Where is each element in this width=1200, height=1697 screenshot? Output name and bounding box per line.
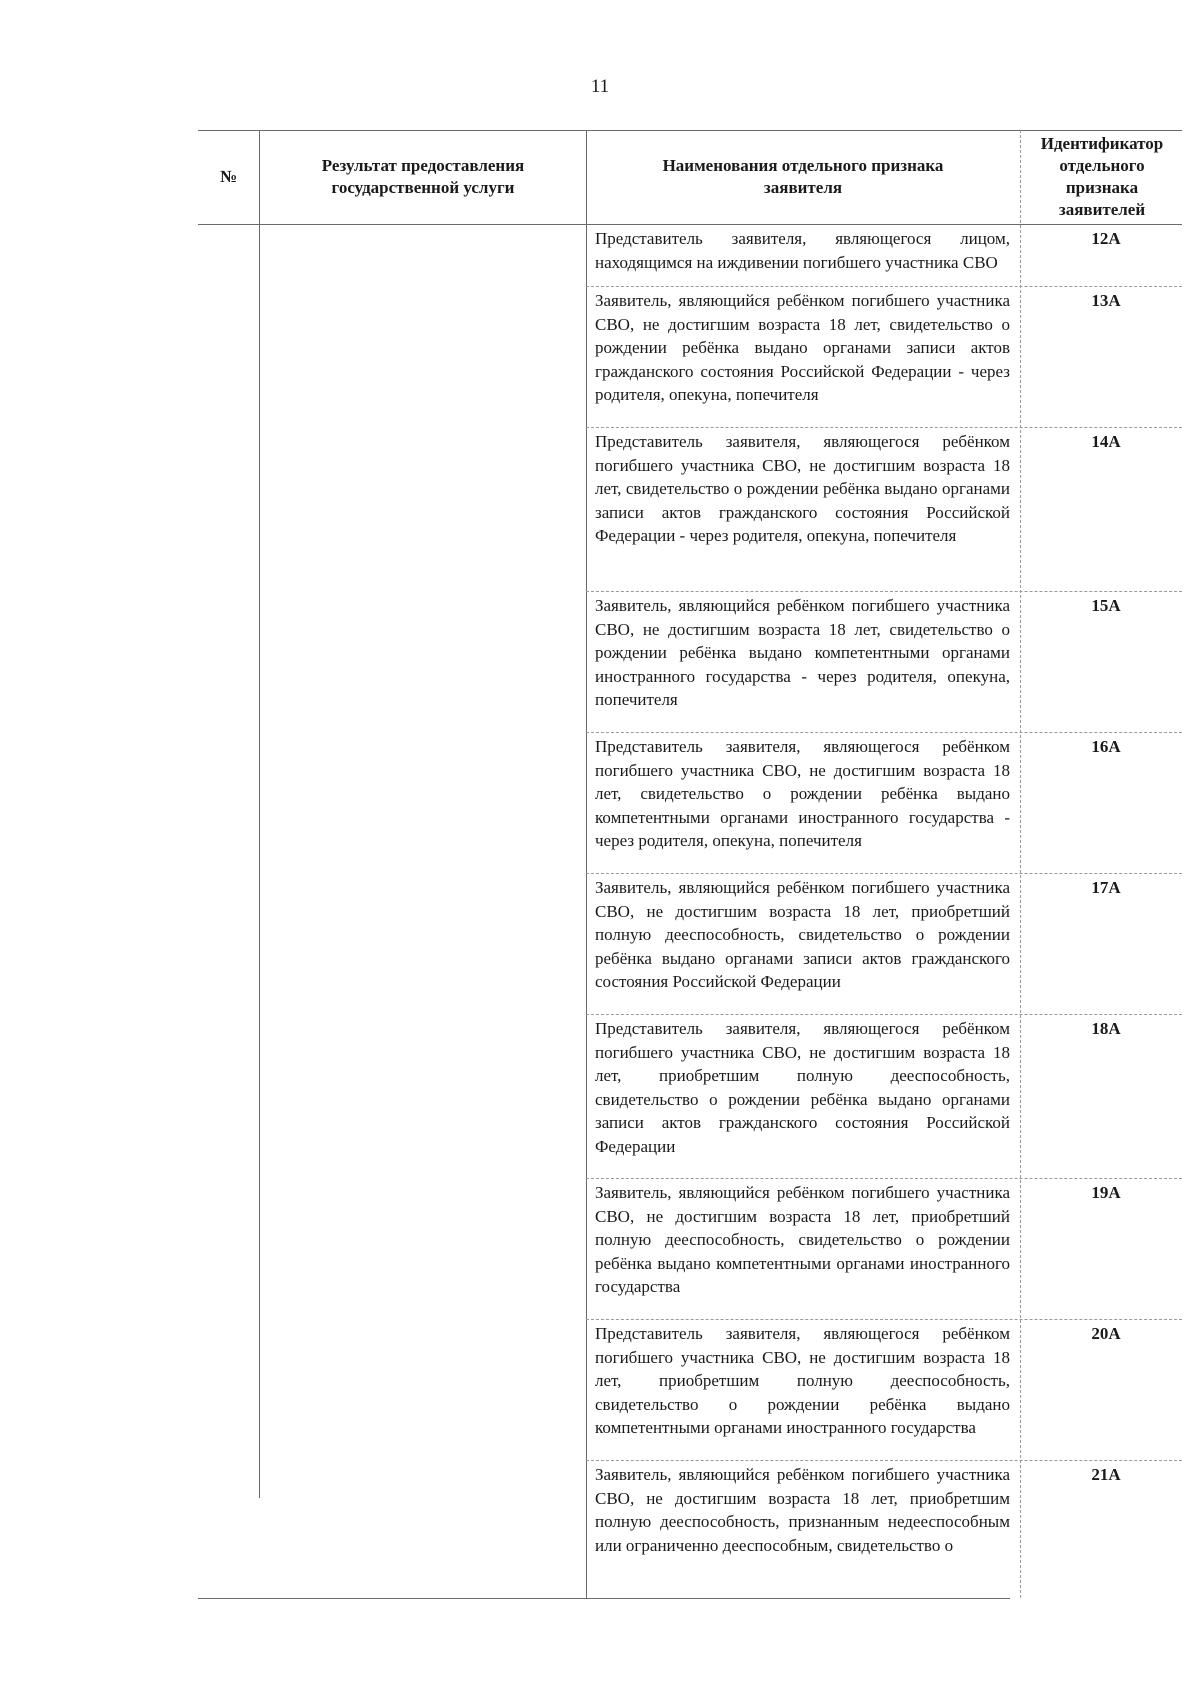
row-description: Представитель заявителя, являющегося ребёнком погибшего участника СВО, не достигшим возраста 18 лет, приобретшим полную дееспособность, свидетельство о рождении ребёнка выдано органами записи актов гражданского состояния Российской Федерации	[595, 1019, 1010, 1156]
row-separator	[586, 1319, 1182, 1320]
table-bottom-border	[198, 1598, 1010, 1599]
row-description: Представитель заявителя, являющегося ребёнком погибшего участника СВО, не достигшим возраста 18 лет, приобретшим полную дееспособность, свидетельство о рождении ребёнка выдано компетентными органами иностранного государства	[595, 1324, 1010, 1437]
row-identifier: 13А	[1091, 291, 1121, 310]
header-result: Результат предоставления государственной услуги	[321, 156, 525, 197]
row-description: Представитель заявителя, являющегося лицом, находящимся на иждивении погибшего участника СВО	[595, 229, 1010, 272]
row-separator	[586, 286, 1182, 287]
row-description: Заявитель, являющийся ребёнком погибшего участника СВО, не достигшим возраста 18 лет, приобретшим полную дееспособность, признанным недееспособным или ограниченно дееспособным, свидетельство о	[595, 1465, 1010, 1555]
row-identifier: 19А	[1091, 1183, 1121, 1202]
header-num: №	[219, 167, 238, 186]
col-divider-name	[1020, 130, 1021, 1598]
row-separator	[586, 1460, 1182, 1461]
col-divider-result	[586, 130, 587, 1598]
header-bottom-border	[198, 224, 1182, 225]
header-feature-name: Наименования отдельного признака заявителя	[662, 156, 944, 197]
row-identifier: 18А	[1091, 1019, 1121, 1038]
row-separator	[586, 1178, 1182, 1179]
row-identifier: 21А	[1091, 1465, 1121, 1484]
header-feature-id: Идентификатор отдельного признака заявителей	[1040, 134, 1164, 219]
col-divider-num	[259, 130, 260, 1498]
row-description: Представитель заявителя, являющегося ребёнком погибшего участника СВО, не достигшим возраста 18 лет, свидетельство о рождении ребёнка выдано компетентными органами иностранного государства - через родителя, опекуна, попечителя	[595, 737, 1010, 850]
row-separator	[586, 427, 1182, 428]
row-description: Заявитель, являющийся ребёнком погибшего участника СВО, не достигшим возраста 18 лет, свидетельство о рождении ребёнка выдано органами записи актов гражданского состояния Российской Федерации - через родителя, опекуна, попечителя	[595, 291, 1010, 404]
row-separator	[586, 591, 1182, 592]
row-description: Заявитель, являющийся ребёнком погибшего участника СВО, не достигшим возраста 18 лет, свидетельство о рождении ребёнка выдано компетентными органами иностранного государства - через родителя, опекуна, попечителя	[595, 596, 1010, 709]
row-identifier: 15А	[1091, 596, 1121, 615]
row-description: Заявитель, являющийся ребёнком погибшего участника СВО, не достигшим возраста 18 лет, приобретший полную дееспособность, свидетельство о рождении ребёнка выдано компетентными органами иностранного государства	[595, 1183, 1010, 1296]
row-identifier: 17А	[1091, 878, 1121, 897]
row-identifier: 14А	[1091, 432, 1121, 451]
page-number: 11	[590, 76, 610, 97]
row-separator	[586, 1014, 1182, 1015]
row-identifier: 16А	[1091, 737, 1121, 756]
applicant-features-table	[198, 130, 1182, 1600]
row-description: Представитель заявителя, являющегося ребёнком погибшего участника СВО, не достигшим возраста 18 лет, свидетельство о рождении ребёнка выдано органами записи актов гражданского состояния Российской Федерации - через родителя, опекуна, попечителя	[595, 432, 1010, 545]
row-identifier: 20А	[1091, 1324, 1121, 1343]
row-description: Заявитель, являющийся ребёнком погибшего участника СВО, не достигшим возраста 18 лет, приобретший полную дееспособность, свидетельство о рождении ребёнка выдано органами записи актов гражданского состояния Российской Федерации	[595, 878, 1010, 991]
row-identifier: 12А	[1091, 229, 1121, 248]
row-separator	[586, 873, 1182, 874]
row-separator	[586, 732, 1182, 733]
